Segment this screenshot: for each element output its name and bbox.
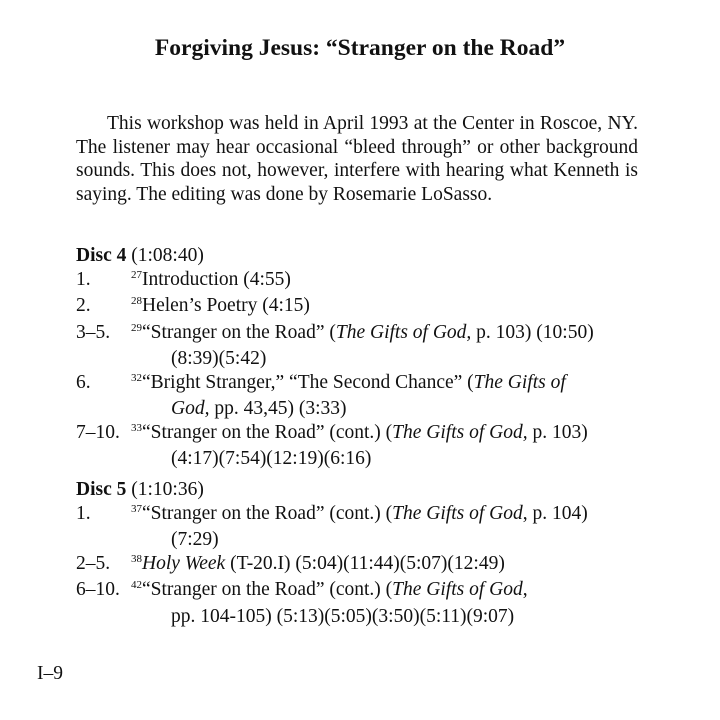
reference-marker: 28 — [131, 295, 142, 307]
track-number: 2–5. — [76, 552, 111, 574]
track-number: 2. — [76, 295, 91, 316]
track-entry — [76, 502, 676, 552]
track-text: , — [522, 579, 528, 600]
work-title: The Gifts of — [473, 371, 566, 393]
track-continuation: (4:17)(7:54)(12:19)(6:16) — [171, 448, 372, 469]
reference-marker: 29 — [131, 321, 142, 334]
track-text: “Stranger on the Road” (cont.) ( — [142, 579, 393, 600]
reference-marker: 38 — [131, 552, 142, 565]
track-text: “Stranger on the Road” ( — [142, 321, 336, 343]
disc-label: Disc 5 — [76, 479, 127, 500]
reference-marker: 33 — [131, 421, 142, 434]
reference-marker: 42 — [131, 579, 142, 591]
track-line — [131, 321, 676, 348]
track-entry — [76, 294, 676, 321]
disc-duration: (1:10:36) — [126, 479, 204, 500]
track-continuation: pp. 104-105) (5:13)(5:05)(3:50)(5:11)(9:07) — [171, 605, 515, 627]
track-continuation — [131, 397, 676, 421]
track-text: Helen’s Poetry (4:15) — [142, 295, 310, 316]
track-line — [131, 578, 676, 605]
work-title: The Gifts of God — [392, 502, 523, 524]
track-text: (T-20.I) (5:04)(11:44)(5:07)(12:49) — [225, 552, 505, 574]
track-text: p. 103) (10:50) — [471, 321, 594, 343]
work-title: Holy Week — [142, 552, 226, 574]
track-entry — [76, 552, 676, 579]
reference-marker: 27 — [131, 268, 142, 281]
track-entry — [76, 578, 676, 628]
track-number: 6. — [76, 371, 91, 393]
reference-marker: 37 — [131, 502, 142, 515]
track-number: 3–5. — [76, 321, 111, 343]
work-title: The Gifts of God, — [392, 421, 528, 443]
track-line — [131, 552, 676, 579]
track-number: 6–10. — [76, 579, 120, 600]
work-title: The Gifts of God — [392, 579, 523, 600]
track-text: Introduction (4:55) — [142, 268, 291, 290]
disc-5-section — [76, 478, 676, 628]
intro-paragraph: This workshop was held in April 1993 at the Center in Roscoe, NY. The listener may hear occasional “bleed through” or other background sounds. This does not, however, interfere with hearing what Kenneth is saying. The editing was done by Rosemarie LoSasso. — [76, 113, 638, 205]
track-entry — [76, 268, 676, 295]
reference-marker: 32 — [131, 371, 142, 384]
track-text: , p. 104) — [522, 502, 588, 524]
track-number: 1. — [76, 502, 91, 524]
track-continuation: (7:29) — [171, 529, 219, 550]
track-line — [131, 268, 676, 295]
disc-4-section — [76, 244, 676, 471]
track-entry — [76, 371, 676, 421]
page-title: Forgiving Jesus: “Stranger on the Road” — [154, 35, 566, 61]
disc-heading — [76, 244, 676, 268]
page-number: I–9 — [37, 663, 63, 684]
disc-duration: (1:08:40) — [126, 245, 204, 266]
track-text: “Bright Stranger,” “The Second Chance” ( — [142, 371, 474, 393]
track-number: 1. — [76, 268, 91, 290]
track-text: pp. 43,45) (3:33) — [209, 398, 347, 419]
track-continuation: (8:39)(5:42) — [171, 348, 267, 369]
disc-label: Disc 4 — [76, 245, 127, 266]
track-text: “Stranger on the Road” (cont.) ( — [142, 421, 393, 443]
work-title: God, — [171, 398, 210, 419]
track-line — [131, 371, 676, 398]
track-entry — [76, 421, 676, 471]
track-number: 7–10. — [76, 421, 120, 443]
work-title: The Gifts of God, — [335, 321, 472, 343]
disc-heading — [76, 478, 676, 502]
track-entry — [76, 321, 676, 371]
track-line — [131, 502, 676, 529]
track-text: p. 103) — [527, 421, 588, 443]
track-line — [131, 421, 676, 448]
track-line — [131, 294, 676, 321]
track-text: “Stranger on the Road” (cont.) ( — [142, 502, 393, 524]
